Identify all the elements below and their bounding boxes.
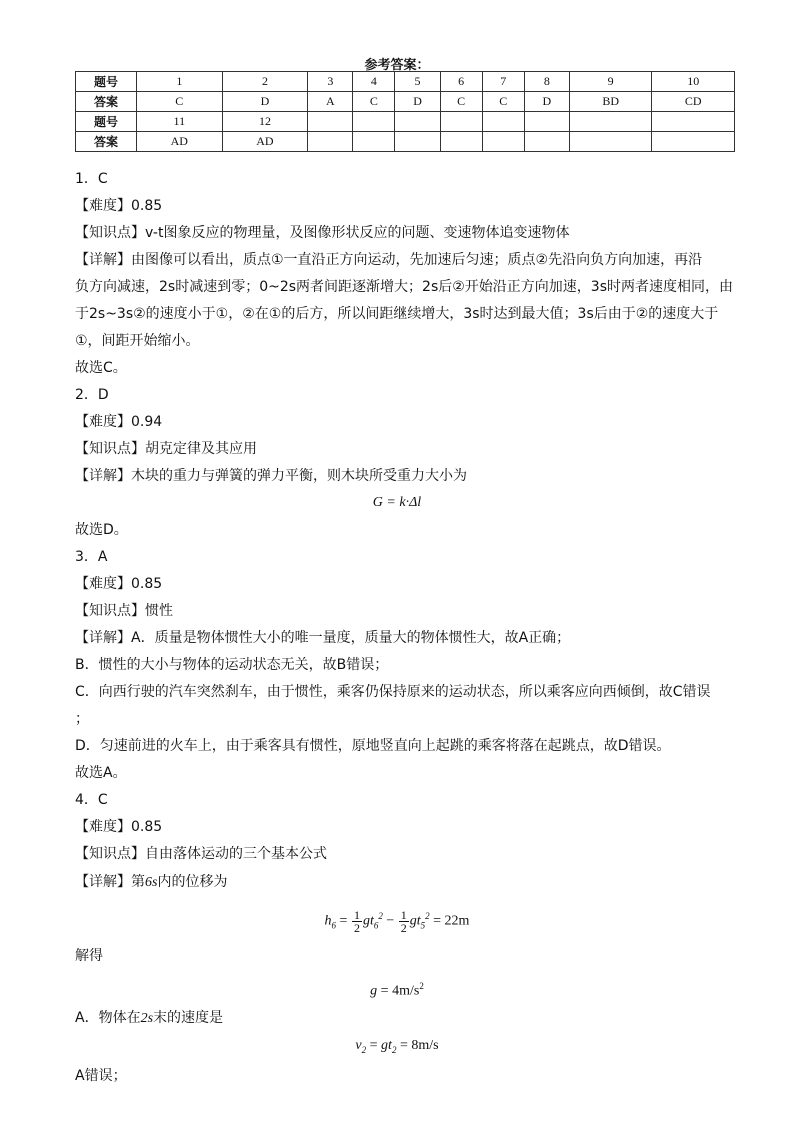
table-cell-empty xyxy=(524,112,569,132)
q4-solve: 解得 xyxy=(75,948,103,964)
row-label: 题号 xyxy=(76,112,137,132)
q3-line: C．向西行驶的汽车突然刹车，由于惯性，乘客仍保持原来的运动状态，所以乘客应向西倾倒，故C错误 xyxy=(75,684,711,700)
q4-difficulty: 【难度】0.85 xyxy=(75,819,163,835)
row-label: 答案 xyxy=(76,132,137,152)
answer-table xyxy=(75,71,735,152)
table-cell: 2 xyxy=(222,72,308,92)
q1-detail-line: 于2s~3s②的速度小于①，②在①的后方，所以间距继续增大，3s时达到最大值；3s后由于②的速度大于 xyxy=(75,306,719,322)
table-row xyxy=(76,112,735,132)
table-cell: D xyxy=(222,92,308,112)
table-cell: 12 xyxy=(222,112,308,132)
table-cell: CD xyxy=(652,92,735,112)
q3-line: ； xyxy=(75,711,89,727)
table-row xyxy=(76,132,735,152)
formula-fraction: $\frac{1}{2}$ xyxy=(400,907,407,935)
formula-sub: 6 xyxy=(331,920,337,931)
page-heading: 参考答案： xyxy=(364,58,430,73)
q4-formula-1: $h_6$ = $\frac{1}{2}$ $gt_6^2$ − $\frac{1}{2}$ $gt_5^2 = 22m$ xyxy=(324,907,470,935)
table-cell-empty xyxy=(482,112,524,132)
q2-detail: 【详解】木块的重力与弹簧的弹力平衡，则木块所受重力大小为 xyxy=(75,468,467,484)
q4-option-a-conclusion: A错误； xyxy=(75,1068,127,1084)
row-label: 题号 xyxy=(76,72,137,92)
q4-detail xyxy=(75,872,227,893)
table-cell-empty xyxy=(308,112,353,132)
q2-difficulty: 【难度】0.94 xyxy=(75,414,163,430)
table-cell: C xyxy=(440,92,482,112)
q3-line: D．匀速前进的火车上，由于乘客具有惯性，原地竖直向上起跳的乘客将落在起跳点，故D错误。 xyxy=(75,738,671,754)
table-cell: 8 xyxy=(524,72,569,92)
table-cell-empty xyxy=(353,112,395,132)
table-cell: BD xyxy=(569,92,652,112)
table-cell: 4 xyxy=(353,72,395,92)
table-cell: D xyxy=(524,92,569,112)
formula-result: 22m xyxy=(444,913,470,929)
q3-line: 【详解】A．质量是物体惯性大小的唯一量度，质量大的物体惯性大，故A正确； xyxy=(75,630,571,646)
table-cell: C xyxy=(137,92,223,112)
table-cell-empty xyxy=(652,112,735,132)
q2-conclusion: 故选D。 xyxy=(75,522,128,538)
table-cell: 1 xyxy=(137,72,223,92)
row-label: 答案 xyxy=(76,92,137,112)
formula-var: h xyxy=(324,913,332,929)
table-cell: 5 xyxy=(395,72,440,92)
formula-fraction: $\frac{1}{2}$ xyxy=(353,907,360,935)
table-cell: 10 xyxy=(652,72,735,92)
table-cell-empty xyxy=(308,132,353,152)
table-cell: A xyxy=(308,92,353,112)
q4-detail-suffix: 内的位移为 xyxy=(157,874,228,890)
table-cell-empty xyxy=(482,132,524,152)
q3-line: B．惯性的大小与物体的运动状态无关，故B错误； xyxy=(75,657,389,673)
table-cell: D xyxy=(395,92,440,112)
q3-header: 3．A xyxy=(75,549,108,565)
table-cell-empty xyxy=(652,132,735,152)
table-cell: 3 xyxy=(308,72,353,92)
table-cell: 11 xyxy=(137,112,223,132)
q1-detail-line: 【详解】由图像可以看出，质点①一直沿正方向运动，先加速后匀速；质点②先沿向负方向加速，再沿 xyxy=(75,252,703,268)
table-row xyxy=(76,72,735,92)
q4-detail-prefix: 【详解】第 xyxy=(75,874,145,890)
q1-header: 1．C xyxy=(75,171,108,187)
q4-formula-3: $v_2 = gt_2 = 8m/s$ xyxy=(355,1038,439,1055)
q4-formula-2: $g = 4m/s^2$ xyxy=(370,981,424,999)
table-cell-empty xyxy=(395,112,440,132)
table-cell-empty xyxy=(353,132,395,152)
q1-detail-line: 负方向减速，2s时减速到零；0~2s两者间距逐渐增大；2s后②开始沿正方向加速，3s时两者速度相同，由 xyxy=(75,279,733,295)
table-cell-empty xyxy=(440,112,482,132)
q4-header: 4．C xyxy=(75,792,108,808)
table-cell: 6 xyxy=(440,72,482,92)
q1-difficulty: 【难度】0.85 xyxy=(75,198,163,214)
table-cell-empty xyxy=(395,132,440,152)
q2-formula: G = k·Δl xyxy=(372,495,422,510)
q3-knowledge: 【知识点】惯性 xyxy=(75,603,173,619)
table-cell-empty xyxy=(524,132,569,152)
table-cell-empty xyxy=(440,132,482,152)
table-cell-empty xyxy=(569,112,652,132)
q4-knowledge: 【知识点】自由落体运动的三个基本公式 xyxy=(75,846,327,862)
table-cell: 7 xyxy=(482,72,524,92)
table-cell-empty xyxy=(569,132,652,152)
q1-knowledge: 【知识点】v-t图象反应的物理量，及图像形状反应的问题、变速物体追变速物体 xyxy=(75,225,570,241)
table-cell: C xyxy=(353,92,395,112)
table-cell: AD xyxy=(137,132,223,152)
q4-detail-var: 6s xyxy=(145,875,158,890)
q3-conclusion: 故选A。 xyxy=(75,765,127,781)
q4-option-a: A．物体在2s末的速度是 xyxy=(75,1010,224,1026)
table-cell: AD xyxy=(222,132,308,152)
q2-knowledge: 【知识点】胡克定律及其应用 xyxy=(75,441,257,457)
q1-conclusion: 故选C。 xyxy=(75,360,127,376)
q1-detail-line: ①，间距开始缩小。 xyxy=(75,333,200,349)
table-cell: C xyxy=(482,92,524,112)
table-row xyxy=(76,92,735,112)
q2-header: 2．D xyxy=(75,387,109,403)
table-cell: 9 xyxy=(569,72,652,92)
q3-difficulty: 【难度】0.85 xyxy=(75,576,163,592)
